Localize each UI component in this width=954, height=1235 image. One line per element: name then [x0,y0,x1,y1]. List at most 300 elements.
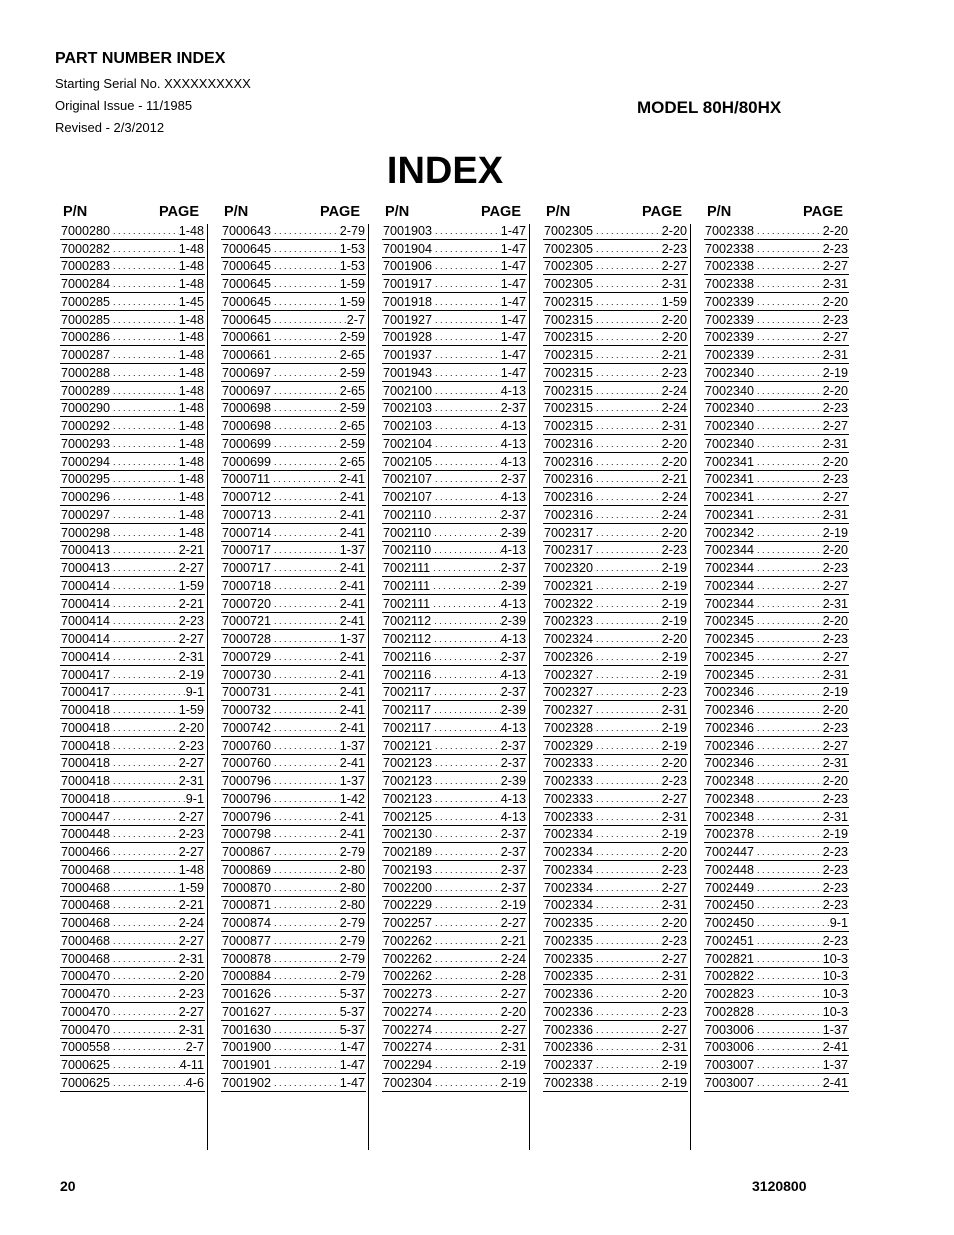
page-reference: 2-31 [500,1040,526,1055]
dot-leader [271,329,340,345]
dot-leader [593,968,662,984]
dot-leader [271,258,340,274]
index-row [704,542,849,560]
index-row [704,985,849,1003]
part-number: 7002333 [544,791,594,806]
part-number: 7002112 [383,632,432,646]
index-row [543,577,688,595]
index-row [382,382,527,400]
index-row [221,506,366,524]
index-row [221,737,366,755]
page-reference: 9-1 [185,791,204,806]
page-reference: 2-23 [661,365,687,380]
page-reference: 2-41 [339,507,365,522]
index-row [221,613,366,631]
index-row [382,595,527,613]
part-number: 7000884 [222,969,272,984]
part-number: 7002342 [705,525,755,540]
index-row [543,1003,688,1021]
dot-leader [110,915,179,931]
page-reference: 2-31 [822,756,848,771]
part-number: 7002315 [544,330,594,345]
page-reference: 2-21 [500,933,526,948]
index-row [221,293,366,311]
dot-leader [110,223,179,239]
index-row [221,968,366,986]
dot-leader [754,755,823,771]
page-reference: 2-20 [822,614,848,629]
page-reference: 1-59 [178,880,204,895]
dot-leader [110,773,179,789]
dot-leader [271,738,340,754]
page-reference: 2-37 [500,738,526,753]
dot-leader [754,542,823,558]
part-number: 7003007 [705,1058,755,1072]
dot-leader [110,951,179,967]
dot-leader [271,897,340,913]
dot-leader [110,986,179,1002]
page-reference: 2-24 [661,383,687,398]
part-number: 7000874 [222,916,272,930]
part-number: 7001627 [222,1004,272,1019]
index-row [221,826,366,844]
page-reference: 2-23 [822,898,848,913]
page-reference: 4-11 [179,1058,204,1072]
page-reference: 1-59 [339,294,365,309]
page-reference: 2-19 [500,1058,526,1072]
dot-leader [754,241,823,257]
index-row [543,914,688,932]
index-row [543,719,688,737]
index-rows [221,222,366,1092]
page-reference: 2-41 [339,649,365,664]
index-row [704,471,849,489]
index-row [382,932,527,950]
index-row [382,559,527,577]
dot-leader [754,738,823,754]
dot-leader [754,773,823,789]
page-reference: 2-23 [178,614,204,629]
part-number: 7000414 [61,596,111,611]
part-number: 7000468 [61,880,111,895]
part-number: 7002346 [705,703,755,717]
dot-leader [110,1057,180,1073]
dot-leader [593,436,662,452]
dot-leader [432,880,501,896]
index-row [543,790,688,808]
part-number: 7000296 [61,490,111,504]
part-number: 7000714 [222,525,272,540]
dot-leader [754,986,823,1002]
page-reference: 2-19 [661,578,687,593]
index-row [221,772,366,790]
part-number: 7002315 [544,312,594,327]
part-number: 7000285 [61,294,111,309]
part-number: 7000447 [61,809,111,824]
index-row [382,400,527,418]
dot-leader [271,1022,340,1038]
page-reference: 4-6 [185,1075,204,1090]
index-row [704,400,849,418]
page-reference: 1-48 [178,490,204,504]
page-reference: 2-27 [178,632,204,646]
page-reference: 2-23 [661,1004,687,1019]
pn-header: P/N [546,204,571,220]
index-row [543,559,688,577]
dot-leader [593,684,662,700]
page-reference: 1-53 [339,259,365,274]
part-number: 7000730 [222,667,272,682]
dot-leader [271,951,340,967]
dot-leader [432,738,501,754]
page-reference: 1-47 [339,1075,365,1090]
page-reference: 2-31 [822,667,848,682]
page-reference: 2-20 [822,543,848,558]
part-number: 7002110 [383,507,432,522]
part-number: 7002821 [705,951,755,966]
index-row [221,648,366,666]
page-reference: 2-39 [500,703,526,717]
index-row [543,471,688,489]
dot-leader [432,294,501,310]
index-row [60,897,205,915]
dot-leader [431,542,501,558]
index-row [60,329,205,347]
part-number: 7000796 [222,791,272,806]
index-row [704,684,849,702]
index-row [543,950,688,968]
index-row [543,772,688,790]
part-number: 7002345 [705,614,755,629]
part-number: 7002335 [544,916,594,930]
page-reference: 2-23 [661,543,687,558]
part-number: 7002315 [544,401,594,416]
index-row [704,630,849,648]
index-row [543,897,688,915]
page-reference: 4-13 [500,490,526,504]
part-number: 7000418 [61,774,111,788]
dot-leader [754,649,823,665]
dot-leader [432,968,501,984]
index-column-4 [543,202,688,1092]
page-reference: 4-13 [500,436,526,451]
index-row [543,524,688,542]
dot-leader [431,720,501,736]
page-reference: 2-39 [500,774,526,788]
index-row [60,595,205,613]
page-reference: 1-47 [500,365,526,380]
dot-leader [754,844,823,860]
page-reference: 4-13 [500,720,526,735]
page-reference: 2-21 [661,348,687,362]
part-number: 7002315 [544,294,594,309]
index-row [221,701,366,719]
page-reference: 2-27 [500,916,526,930]
page-reference: 1-48 [178,312,204,327]
dot-leader [271,631,340,647]
part-number: 7002273 [383,987,433,1001]
index-row [221,453,366,471]
part-number: 7002305 [544,259,594,274]
dot-leader [432,418,501,434]
column-divider [529,224,530,1150]
original-issue-line: Original Issue - 11/1985 [55,98,193,113]
dot-leader [271,525,340,541]
dot-leader [593,738,662,754]
pn-header: P/N [385,204,410,220]
index-row [221,666,366,684]
page-reference: 1-48 [178,436,204,451]
page-reference: 2-27 [178,561,204,575]
index-row [704,1039,849,1057]
page-reference: 2-24 [178,916,204,930]
dot-leader [593,880,662,896]
index-row [704,417,849,435]
dot-leader [271,560,340,576]
part-number: 7000287 [61,348,111,362]
page-reference: 2-24 [661,401,687,416]
page-reference: 2-23 [822,845,848,859]
index-row [60,684,205,702]
page-reference: 1-48 [178,259,204,274]
page-reference: 2-41 [339,525,365,540]
index-row [543,293,688,311]
page-reference: 2-23 [178,827,204,842]
dot-leader [110,897,179,913]
part-number: 7001902 [222,1075,272,1090]
dot-leader [431,507,501,523]
dot-leader [754,809,823,825]
index-row [704,346,849,364]
dot-leader [110,578,179,594]
page-reference: 1-48 [178,223,204,238]
index-row [704,577,849,595]
page-header: PAGE [158,204,199,220]
page-reference: 2-27 [822,330,848,345]
part-number: 7002316 [544,454,594,469]
index-row [543,488,688,506]
page-reference: 2-19 [661,596,687,611]
index-row [60,382,205,400]
index-row [543,329,688,347]
page-reference: 2-37 [500,827,526,842]
page-header: PAGE [641,204,682,220]
part-number: 7002341 [705,454,755,469]
dot-leader [432,436,501,452]
part-number: 7002305 [544,241,594,256]
page-reference: 2-41 [339,756,365,771]
dot-leader [271,755,340,771]
dot-leader [110,809,179,825]
page-reference: 2-41 [339,561,365,575]
part-number: 7003007 [705,1075,755,1090]
page-number: 20 [60,1178,76,1194]
page-reference: 2-23 [822,880,848,895]
revised-date-line: Revised - 2/3/2012 [55,120,165,135]
part-number: 7002340 [705,419,755,433]
dot-leader [432,951,501,967]
part-number: 7002315 [544,365,594,380]
part-number: 7002262 [383,969,433,984]
document-title: PART NUMBER INDEX [55,50,226,67]
dot-leader [110,258,179,274]
part-number: 7000870 [222,880,272,895]
part-number: 7000413 [61,561,111,575]
part-number: 7002262 [383,951,433,966]
page-reference: 2-24 [500,951,526,966]
part-number: 7002341 [705,472,755,487]
dot-leader [754,915,830,931]
index-row [382,1074,527,1092]
page-reference: 1-37 [822,1022,848,1037]
part-number: 7000697 [222,383,272,398]
part-number: 7001917 [383,277,433,291]
part-number: 7000645 [222,259,272,274]
page-reference: 2-24 [661,507,687,522]
part-number: 7002447 [705,845,755,859]
dot-leader [271,649,340,665]
part-number: 7002329 [544,738,594,753]
dot-leader [271,968,340,984]
part-number: 7000728 [222,632,272,646]
page-header: PAGE [802,204,843,220]
index-row [704,329,849,347]
column-header [543,202,688,222]
part-number: 7000298 [61,525,111,540]
dot-leader [110,613,179,629]
index-row [704,879,849,897]
dot-leader [110,968,179,984]
index-row [543,755,688,773]
part-number: 7001906 [383,259,433,274]
index-row [60,826,205,844]
dot-leader [271,241,340,257]
index-row [704,843,849,861]
dot-leader [593,826,662,842]
page-reference: 4-13 [500,454,526,469]
part-number: 7000466 [61,845,111,859]
dot-leader [271,791,340,807]
index-row [704,275,849,293]
index-row [543,311,688,329]
index-row [221,364,366,382]
index-row [382,524,527,542]
page-reference: 2-37 [500,880,526,895]
page-reference: 2-31 [661,809,687,824]
page-reference: 2-20 [661,756,687,771]
part-number: 7000470 [61,1022,111,1037]
page-reference: 1-48 [178,348,204,362]
page-reference: 2-28 [500,969,526,984]
part-number: 7000742 [222,720,272,735]
part-number: 7002338 [544,1075,594,1090]
dot-leader [110,436,179,452]
part-number: 7000796 [222,774,272,788]
dot-leader [432,791,501,807]
dot-leader [110,702,179,718]
index-row [543,666,688,684]
index-row [221,755,366,773]
dot-leader [271,915,340,931]
index-row [543,932,688,950]
part-number: 7000295 [61,472,111,487]
index-row [221,240,366,258]
page-reference: 1-37 [339,774,365,788]
page-reference: 2-20 [822,454,848,469]
part-number: 7000713 [222,507,272,522]
index-row [382,275,527,293]
page-reference: 2-59 [339,401,365,416]
page-reference: 2-37 [500,401,526,416]
part-number: 7003006 [705,1040,755,1055]
dot-leader [110,241,179,257]
page-reference: 2-31 [661,277,687,291]
dot-leader [754,667,823,683]
dot-leader [430,560,501,576]
page-reference: 1-48 [178,277,204,291]
page-reference: 2-31 [822,809,848,824]
dot-leader [432,276,501,292]
part-number: 7001904 [383,241,433,256]
part-number: 7000417 [61,667,111,682]
index-row [221,1021,366,1039]
dot-leader [110,1004,179,1020]
dot-leader [593,1039,662,1055]
page-reference: 2-27 [178,756,204,771]
dot-leader [593,951,662,967]
page-reference: 2-31 [178,649,204,664]
page-reference: 2-27 [661,1022,687,1037]
dot-leader [593,596,662,612]
part-number: 7002262 [383,933,433,948]
part-number: 7000645 [222,312,272,327]
index-row [60,524,205,542]
part-number: 7002103 [383,401,433,416]
page-reference: 2-24 [661,490,687,504]
index-row [543,240,688,258]
index-row [704,737,849,755]
index-row [60,364,205,382]
part-number: 7000418 [61,720,111,735]
dot-leader [593,329,662,345]
dot-leader [432,1004,501,1020]
index-row [704,293,849,311]
part-number: 7000625 [61,1058,111,1072]
index-row [543,1056,688,1074]
dot-leader [431,702,501,718]
index-row [382,1039,527,1057]
page-reference: 2-31 [661,1040,687,1055]
part-number: 7000699 [222,436,272,451]
index-row [60,808,205,826]
index-row [60,861,205,879]
page-reference: 2-41 [339,667,365,682]
index-row [221,985,366,1003]
part-number: 7002327 [544,685,594,700]
page-reference: 2-20 [822,703,848,717]
index-row [382,879,527,897]
index-row [382,861,527,879]
dot-leader [271,507,340,523]
page-reference: 1-47 [500,294,526,309]
dot-leader [271,418,340,434]
part-number: 7000418 [61,738,111,753]
part-number: 7002336 [544,1004,594,1019]
part-number: 7000877 [222,933,272,948]
part-number: 7001937 [383,348,433,362]
part-number: 7000625 [61,1075,111,1090]
page-reference: 2-20 [822,383,848,398]
